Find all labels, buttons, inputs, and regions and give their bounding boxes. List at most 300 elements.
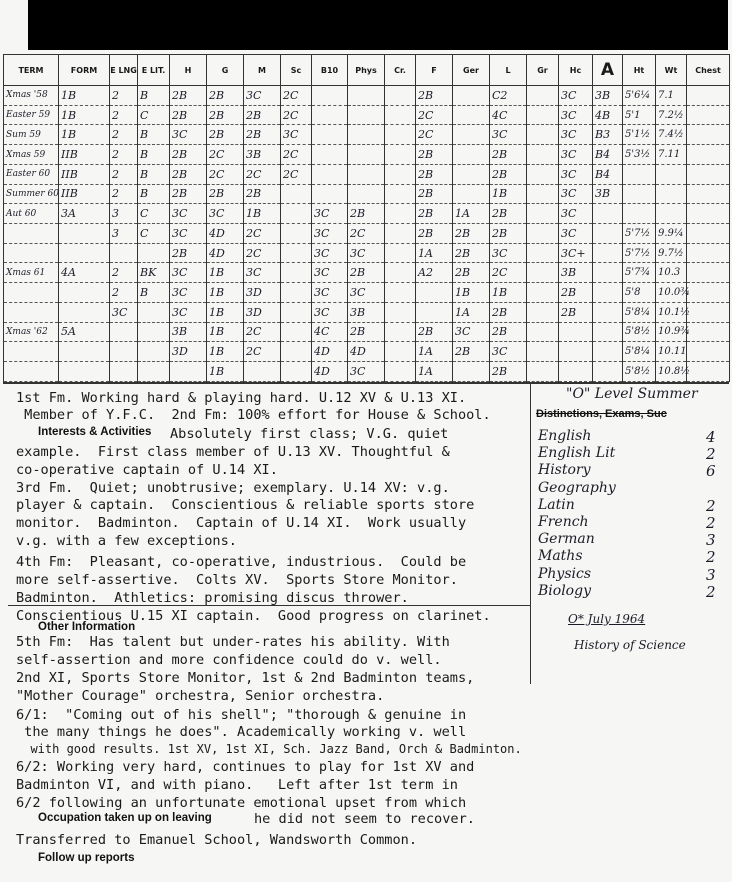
grid-cell: 2B <box>244 125 281 145</box>
grid-cell: 10.8½ <box>656 362 687 382</box>
grid-cell <box>312 125 348 145</box>
grid-cell: 2B <box>453 243 490 263</box>
grid-cell: 4C <box>490 105 527 125</box>
grid-cell <box>348 164 385 184</box>
grid-row <box>4 342 730 362</box>
grid-cell: 2 <box>110 263 138 283</box>
grid-cell: 2B <box>170 86 207 106</box>
grid-cell <box>138 302 170 322</box>
grid-cell: 1B <box>59 86 110 106</box>
grid-cell: 1B <box>244 204 281 224</box>
grid-cell: 3C <box>110 302 138 322</box>
grid-header-10: Cr. <box>385 55 416 86</box>
grid-cell <box>4 362 59 382</box>
grid-cell: 2B <box>416 322 453 342</box>
grid-cell: 10.0¾ <box>656 283 687 303</box>
grid-cell <box>527 86 559 106</box>
grid-cell: 5'3½ <box>623 145 656 165</box>
grid-cell <box>527 283 559 303</box>
grid-cell <box>453 145 490 165</box>
grid-cell: 9.9¼ <box>656 224 687 244</box>
grid-cell: Easter 60 <box>4 164 59 184</box>
grid-cell <box>385 263 416 283</box>
grid-cell <box>527 204 559 224</box>
grid-cell <box>4 224 59 244</box>
grid-cell: 5'8¼ <box>623 342 656 362</box>
grid-cell <box>527 263 559 283</box>
olevel-subject-name: German <box>538 531 595 548</box>
grid-cell: 2C <box>416 105 453 125</box>
grid-header-13: L <box>490 55 527 86</box>
grid-cell: 2C <box>207 145 244 165</box>
grid-cell <box>385 105 416 125</box>
grid-cell <box>348 86 385 106</box>
grid-cell: 5'8¼ <box>623 302 656 322</box>
report-line-13: Conscientious U.15 XI captain. Good progress on clarinet. <box>16 608 491 624</box>
olevel-note-subject: History of Science <box>574 638 686 652</box>
grid-cell: 3C <box>244 86 281 106</box>
olevel-struck-heading: Distinctions, Exams, Suc <box>536 408 667 420</box>
grid-cell: 2B <box>490 164 527 184</box>
grid-cell: 3B <box>244 145 281 165</box>
grid-cell <box>4 302 59 322</box>
grid-cell: 3C <box>559 164 593 184</box>
grid-cell <box>687 86 730 106</box>
grid-cell: B4 <box>593 164 623 184</box>
grid-cell: 1A <box>416 342 453 362</box>
transferred-note: Transferred to Emanuel School, Wandsworth Common. <box>16 832 418 848</box>
grid-cell: 10.1½ <box>656 302 687 322</box>
grid-row <box>4 283 730 303</box>
report-line-24: he did not seem to recover. <box>254 811 475 827</box>
grid-cell: B <box>138 164 170 184</box>
grid-header-17: Ht <box>623 55 656 86</box>
grid-cell <box>110 322 138 342</box>
grid-cell: C2 <box>490 86 527 106</box>
grid-cell: 1B <box>59 105 110 125</box>
grid-cell <box>312 145 348 165</box>
report-line-16: 2nd XI, Sports Store Monitor, 1st & 2nd Badminton teams, <box>16 670 475 686</box>
grid-cell: Aut 60 <box>4 204 59 224</box>
grid-cell <box>453 86 490 106</box>
grid-cell <box>385 243 416 263</box>
report-line-9: v.g. with a few exceptions. <box>16 533 237 549</box>
grid-cell: 2 <box>110 105 138 125</box>
grid-cell: 2B <box>170 105 207 125</box>
grid-cell <box>623 204 656 224</box>
grid-cell <box>527 105 559 125</box>
grid-cell: B <box>138 145 170 165</box>
report-line-19: the many things he does". Academically working v. well <box>16 724 467 740</box>
grid-cell <box>453 362 490 382</box>
olevel-divider <box>530 384 531 684</box>
olevel-subject-grade: 2 <box>706 445 716 464</box>
report-line-8: monitor. Badminton. Captain of U.14 XI. Work usually <box>16 515 467 531</box>
grid-cell <box>59 342 110 362</box>
grid-cell: 3C <box>207 204 244 224</box>
grid-row <box>4 322 730 342</box>
grid-cell: 3C <box>312 283 348 303</box>
grid-cell <box>687 184 730 204</box>
grid-cell <box>453 184 490 204</box>
olevel-subject-name: English Lit <box>538 445 616 462</box>
grid-cell: B4 <box>593 145 623 165</box>
grid-cell: 5'7¾ <box>623 263 656 283</box>
grid-cell <box>623 184 656 204</box>
grid-header-3: E LIT. <box>138 55 170 86</box>
grid-cell: 3D <box>244 302 281 322</box>
report-line-20: with good results. 1st XV, 1st XI, Sch. Jazz Band, Orch & Badminton. <box>16 742 522 756</box>
grid-cell: 2B <box>416 164 453 184</box>
grid-cell: 3 <box>110 224 138 244</box>
grid-cell: 5'6¼ <box>623 86 656 106</box>
grid-cell <box>59 283 110 303</box>
grid-cell: 3B <box>593 86 623 106</box>
grid-cell <box>281 243 312 263</box>
grid-cell: 4B <box>593 105 623 125</box>
grid-header-7: Sc <box>281 55 312 86</box>
grid-cell <box>312 184 348 204</box>
grid-header-0: TERM <box>4 55 59 86</box>
grid-cell <box>138 322 170 342</box>
grid-cell: 3B <box>559 263 593 283</box>
olevel-subject-grade: 2 <box>706 496 716 515</box>
grid-cell <box>527 342 559 362</box>
grid-row <box>4 105 730 125</box>
grid-cell: 5'7½ <box>623 224 656 244</box>
grid-cell: 3C <box>170 302 207 322</box>
grid-cell: 7.2½ <box>656 105 687 125</box>
grid-cell <box>527 224 559 244</box>
olevel-subject-grade: 2 <box>706 514 716 532</box>
grid-cell: 2B <box>207 105 244 125</box>
report-line-14: 5th Fm: Has talent but under-rates his ability. With <box>16 634 450 650</box>
report-line-12: Badminton. Athletics: promising discus thrower. <box>16 590 409 606</box>
grid-cell <box>687 164 730 184</box>
grid-cell: Sum 59 <box>4 125 59 145</box>
grid-cell: 3C <box>559 184 593 204</box>
grid-row <box>4 204 730 224</box>
grid-cell: 1B <box>207 322 244 342</box>
olevel-subject-name: Biology <box>538 582 591 599</box>
grid-cell: 4D <box>207 243 244 263</box>
grid-cell: 2C <box>244 243 281 263</box>
grid-cell: Xmas '58 <box>4 86 59 106</box>
grid-cell: 2B <box>244 105 281 125</box>
grid-cell <box>385 164 416 184</box>
report-line-22: Badminton VI, and with piano. Left after 1st term in <box>16 777 458 793</box>
grid-cell <box>281 302 312 322</box>
olevel-subject-grade: 3 <box>706 531 716 550</box>
grid-row <box>4 243 730 263</box>
grid-cell <box>385 322 416 342</box>
grid-cell <box>110 362 138 382</box>
grid-cell <box>244 362 281 382</box>
grid-header-9: Phys <box>348 55 385 86</box>
grid-cell: 7.11 <box>656 145 687 165</box>
grid-cell <box>312 105 348 125</box>
grid-cell <box>559 342 593 362</box>
grid-cell <box>687 145 730 165</box>
grid-cell <box>348 145 385 165</box>
grid-cell: 4D <box>207 224 244 244</box>
grid-cell: Summer 60 <box>4 184 59 204</box>
grid-cell <box>656 204 687 224</box>
grid-cell: 2B <box>170 243 207 263</box>
grid-cell <box>281 263 312 283</box>
section-divider <box>3 382 729 384</box>
grid-cell: 3C <box>559 224 593 244</box>
grid-cell: 9.7½ <box>656 243 687 263</box>
grid-cell: IIB <box>59 184 110 204</box>
olevel-subject-grade: 4 <box>706 428 716 446</box>
grid-header-row <box>4 55 730 86</box>
olevel-subject-name: Geography <box>538 479 616 496</box>
grid-header-15: Hc <box>559 55 593 86</box>
grid-cell: 2B <box>453 342 490 362</box>
grid-header-11: F <box>416 55 453 86</box>
grid-header-19: Chest <box>687 55 730 86</box>
olevel-subject-name: Latin <box>538 496 575 513</box>
grid-cell <box>687 125 730 145</box>
grid-cell <box>138 342 170 362</box>
grid-cell: 10.11 <box>656 342 687 362</box>
report-line-11: more self-assertive. Colts XV. Sports Store Monitor. <box>16 572 458 588</box>
grid-cell: 2B <box>348 322 385 342</box>
report-line-3: Absolutely first class; V.G. quiet <box>170 426 449 442</box>
grid-cell <box>385 224 416 244</box>
grid-cell <box>138 362 170 382</box>
grid-header-5: G <box>207 55 244 86</box>
interests-label: Interests & Activities <box>38 426 152 438</box>
report-line-4: example. First class member of U.13 XV. Thoughtful & <box>16 444 450 460</box>
grid-cell <box>527 302 559 322</box>
grid-cell <box>110 342 138 362</box>
grid-cell: 2B <box>490 145 527 165</box>
grid-cell <box>593 204 623 224</box>
grid-cell <box>281 184 312 204</box>
grid-cell <box>4 283 59 303</box>
redacted-header-bar <box>28 0 728 50</box>
grid-cell: 2 <box>110 86 138 106</box>
grid-row <box>4 302 730 322</box>
grid-cell <box>348 105 385 125</box>
grid-cell: 3C <box>348 283 385 303</box>
grid-cell <box>59 362 110 382</box>
grid-cell: 1B <box>59 125 110 145</box>
grid-cell: 3C <box>170 204 207 224</box>
grid-cell: 4D <box>312 362 348 382</box>
grid-cell: 4C <box>312 322 348 342</box>
grid-header-4: H <box>170 55 207 86</box>
grid-cell: 2C <box>244 342 281 362</box>
grid-cell: 10.9¾ <box>656 322 687 342</box>
grid-cell: 3C <box>244 263 281 283</box>
grid-row <box>4 125 730 145</box>
grid-cell <box>687 362 730 382</box>
grid-cell: Xmas 59 <box>4 145 59 165</box>
grid-cell: B <box>138 283 170 303</box>
grid-cell: 1A <box>416 243 453 263</box>
grid-cell <box>687 322 730 342</box>
grid-cell: 1B <box>207 302 244 322</box>
grid-cell: 3C <box>281 125 312 145</box>
grid-cell: 1B <box>207 263 244 283</box>
grid-cell <box>110 243 138 263</box>
grid-cell: 3D <box>170 342 207 362</box>
grid-cell <box>4 243 59 263</box>
grid-cell: 3C <box>348 243 385 263</box>
grid-cell <box>416 283 453 303</box>
olevel-subject-grade: 2 <box>706 548 716 567</box>
grid-cell: 3C <box>312 204 348 224</box>
grid-cell <box>656 164 687 184</box>
grid-cell: 2C <box>281 105 312 125</box>
grid-cell: 2B <box>416 145 453 165</box>
report-line-18: 6/1: "Coming out of his shell"; "thorough & genuine in <box>16 707 467 723</box>
grid-cell <box>559 362 593 382</box>
grid-cell: 5'8½ <box>623 322 656 342</box>
grid-cell <box>385 283 416 303</box>
grid-cell: 10.3 <box>656 263 687 283</box>
grid-cell <box>281 204 312 224</box>
grid-cell: 1B <box>453 283 490 303</box>
grid-cell: 2B <box>559 283 593 303</box>
other-info-label: Other Information <box>38 621 136 633</box>
grid-cell: 5'8½ <box>623 362 656 382</box>
grid-cell: 2B <box>207 184 244 204</box>
grid-cell <box>312 164 348 184</box>
grid-cell: 3C <box>170 125 207 145</box>
report-line-17: "Mother Courage" orchestra, Senior orchestra. <box>16 688 385 704</box>
grid-cell: 3C <box>312 224 348 244</box>
grid-cell <box>453 164 490 184</box>
grid-cell: 3B <box>170 322 207 342</box>
grid-cell <box>385 204 416 224</box>
grid-cell <box>593 342 623 362</box>
grid-cell: 3C <box>348 362 385 382</box>
report-line-7: player & captain. Conscientious & reliable sports store <box>16 497 475 513</box>
olevel-subject-grade: 2 <box>706 582 716 601</box>
grid-cell <box>348 125 385 145</box>
grid-cell: 3C <box>312 302 348 322</box>
grid-cell: 2B <box>416 224 453 244</box>
grid-cell <box>281 342 312 362</box>
grid-cell: 2B <box>416 86 453 106</box>
grid-cell: 3C <box>559 204 593 224</box>
grid-cell: 2B <box>170 164 207 184</box>
grid-cell: 2 <box>110 125 138 145</box>
grid-cell: 2C <box>490 263 527 283</box>
grid-cell: 4D <box>312 342 348 362</box>
report-line-21: 6/2: Working very hard, continues to play for 1st XV and <box>16 759 475 775</box>
grid-cell <box>593 263 623 283</box>
olevel-subject-name: History <box>538 462 591 479</box>
grid-row <box>4 145 730 165</box>
grid-cell: 2B <box>490 362 527 382</box>
grid-cell: 3B <box>593 184 623 204</box>
grid-cell <box>385 362 416 382</box>
grid-cell: 2C <box>416 125 453 145</box>
grid-row <box>4 263 730 283</box>
grid-cell <box>593 243 623 263</box>
grid-cell: 2 <box>110 184 138 204</box>
grid-cell <box>281 224 312 244</box>
grid-cell <box>687 283 730 303</box>
grid-row <box>4 362 730 382</box>
grid-cell: IIB <box>59 164 110 184</box>
grid-cell <box>527 362 559 382</box>
grid-cell: Xmas '62 <box>4 322 59 342</box>
grid-cell: 2B <box>490 322 527 342</box>
grid-cell: 1B <box>207 362 244 382</box>
grid-cell <box>453 105 490 125</box>
grid-cell: 2B <box>416 184 453 204</box>
grid-cell <box>527 322 559 342</box>
grid-cell: 2C <box>281 86 312 106</box>
grid-cell <box>559 322 593 342</box>
grid-cell: 5'1½ <box>623 125 656 145</box>
grid-cell: C <box>138 105 170 125</box>
grid-cell <box>385 302 416 322</box>
grid-cell: 1A <box>453 204 490 224</box>
grid-cell <box>281 362 312 382</box>
grid-cell: 2C <box>281 145 312 165</box>
grid-cell <box>527 164 559 184</box>
grid-cell <box>312 86 348 106</box>
grid-cell: 3C <box>170 283 207 303</box>
grid-cell: 2B <box>490 204 527 224</box>
grid-cell: BK <box>138 263 170 283</box>
grid-cell: 3C <box>559 86 593 106</box>
grid-cell: 2C <box>348 224 385 244</box>
grid-cell <box>416 302 453 322</box>
report-line-23: 6/2 following an unfortunate emotional upset from which <box>16 795 467 811</box>
grid-cell: 3C <box>312 263 348 283</box>
grid-cell <box>687 263 730 283</box>
grid-cell: 3A <box>59 204 110 224</box>
grid-cell: 3C <box>559 105 593 125</box>
grid-cell: 1A <box>416 362 453 382</box>
grid-cell: 3C <box>490 243 527 263</box>
grid-cell: 2B <box>244 184 281 204</box>
grid-cell <box>527 184 559 204</box>
grid-cell: Xmas 61 <box>4 263 59 283</box>
grid-cell <box>385 125 416 145</box>
grid-cell: 2 <box>110 145 138 165</box>
grid-cell: 3C <box>559 125 593 145</box>
grid-cell: B <box>138 86 170 106</box>
olevel-note-date: O* July 1964 <box>568 612 646 626</box>
grid-cell: 2 <box>110 283 138 303</box>
olevel-subject-grade: 6 <box>706 462 716 481</box>
grid-cell: 2C <box>281 164 312 184</box>
grid-cell <box>170 362 207 382</box>
grid-cell: 2B <box>453 263 490 283</box>
grid-cell: 1B <box>207 283 244 303</box>
grid-cell <box>593 224 623 244</box>
olevel-subject-name: French <box>538 514 589 530</box>
grid-cell: 5'8 <box>623 283 656 303</box>
grid-cell: 7.4½ <box>656 125 687 145</box>
grid-cell <box>59 224 110 244</box>
grid-cell: 3C <box>490 125 527 145</box>
grid-cell <box>281 322 312 342</box>
olevel-title: "O" Level Summer <box>566 386 698 402</box>
grid-cell: 3C <box>559 145 593 165</box>
grid-cell: 2B <box>490 224 527 244</box>
grid-cell <box>4 342 59 362</box>
